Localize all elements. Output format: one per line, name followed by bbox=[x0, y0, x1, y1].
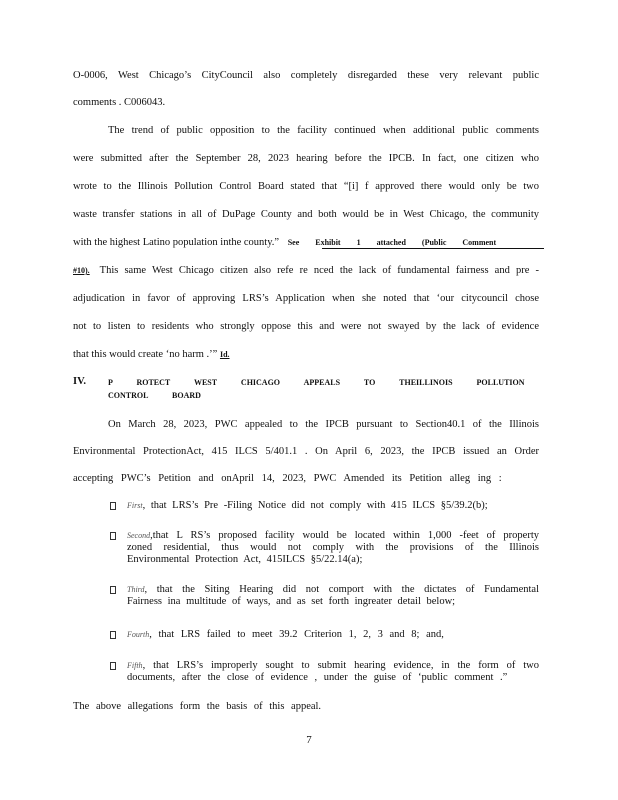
bullet-label: First bbox=[127, 501, 143, 510]
bullet-label: Fourth bbox=[127, 630, 150, 639]
para2-line-2: Environmental ProtectionAct, 415 ILCS 5/401.1 . On April 6, 2023, the IPCB issued an Order bbox=[73, 446, 539, 457]
intro-line-1: O-0006, West Chicago’s CityCouncil also completely disregarded these very relevant public bbox=[73, 70, 539, 81]
page-number: 7 bbox=[306, 734, 312, 746]
para1-line-1: The trend of public opposition to the facility continued when additional public comments bbox=[108, 125, 539, 136]
section-heading-line-1: P ROTECT WEST CHICAGO APPEALS TO THEILLINOIS POLLUTION bbox=[108, 378, 525, 387]
id-citation: Id. bbox=[219, 350, 230, 359]
para2-line-1: On March 28, 2023, PWC appealed to the IPCB pursuant to Section40.1 of the Illinois bbox=[108, 419, 539, 430]
bullet-label: Fifth bbox=[127, 661, 143, 670]
bullet-box-icon bbox=[110, 662, 116, 670]
bullet-item-second-line-2: zoned residential, thus would not comply with the provisions of the Illinois bbox=[127, 542, 539, 553]
bullet-item-second-line-3: Environmental Protection Act, 415ILCS §5/22.14(a); bbox=[127, 554, 363, 565]
section-number: IV. bbox=[73, 376, 86, 387]
bullet-item-fifth-line-2: documents, after the close of evidence , under the guise of ‘public comment .” bbox=[127, 672, 508, 683]
bullet-box-icon bbox=[110, 631, 116, 639]
exhibit-citation: See Exhibit 1 attached (Public Comment bbox=[287, 238, 497, 247]
para1-line-4: waste transfer stations in all of DuPage County and both would be in West Chicago, the community bbox=[73, 209, 539, 220]
para1-line-9 bbox=[73, 348, 539, 362]
bullet-item-third bbox=[127, 584, 539, 596]
intro-line-2: comments . C006043. bbox=[73, 97, 166, 108]
bullet-item-third-line-2: Fairness ina multitude of ways, and as set forth ingreater detail below; bbox=[127, 596, 456, 607]
bullet-item-second bbox=[127, 530, 539, 542]
bullet-item-fourth bbox=[127, 629, 539, 641]
citation-underline bbox=[322, 248, 544, 249]
para1-line-5-text: with the highest Latino population inthe county.” bbox=[73, 237, 280, 248]
para1-line-6-text: This same West Chicago citizen also refe re nced the lack of fundamental fairness and pre - bbox=[99, 265, 539, 276]
para1-line-3: wrote to the Illinois Pollution Control Board stated that “[i] f approved there would only be two bbox=[73, 181, 539, 192]
bullet-box-icon bbox=[110, 586, 116, 594]
bullet-text: , that the Siting Hearing did not comport with the dictates of Fundamental bbox=[144, 584, 539, 595]
bullet-item-first bbox=[127, 500, 539, 512]
para1-line-6 bbox=[73, 264, 539, 278]
bullet-text: , that LRS failed to meet 39.2 Criterion 1, 2, 3 and 8; and, bbox=[149, 629, 444, 640]
section-heading-line-2: CONTROL BOARD bbox=[108, 391, 201, 400]
para1-line-9-text: that this would create ‘no harm .’” bbox=[73, 349, 218, 360]
closing-sentence: The above allegations form the basis of this appeal. bbox=[73, 701, 322, 712]
para1-line-2: were submitted after the September 28, 2023 hearing before the IPCB. In fact, one citizen who bbox=[73, 153, 539, 164]
para2-line-3: accepting PWC’s Petition and onApril 14, 2023, PWC Amended its Petition alleg ing : bbox=[73, 473, 502, 484]
bullet-box-icon bbox=[110, 502, 116, 510]
bullet-text: , that LRS’s improperly sought to submit hearing evidence, in the form of two bbox=[142, 660, 539, 671]
bullet-text: , that LRS’s Pre -Filing Notice did not comply with 415 ILCS §5/39.2(b); bbox=[142, 500, 488, 511]
para1-line-7: adjudication in favor of approving LRS’s Application when she noted that ‘our citycouncil chose bbox=[73, 293, 539, 304]
bullet-item-fifth bbox=[127, 660, 539, 672]
bullet-box-icon bbox=[110, 532, 116, 540]
bullet-label: Third bbox=[127, 585, 145, 594]
bullet-text: ,that L RS’s proposed facility would be located within 1,000 -feet of property bbox=[150, 530, 539, 541]
para1-line-8: not to listen to residents who strongly oppose this and were not swayed by the lack of evidence bbox=[73, 321, 539, 332]
bullet-label: Second bbox=[127, 531, 151, 540]
exhibit-number-citation: #10). bbox=[73, 266, 90, 275]
